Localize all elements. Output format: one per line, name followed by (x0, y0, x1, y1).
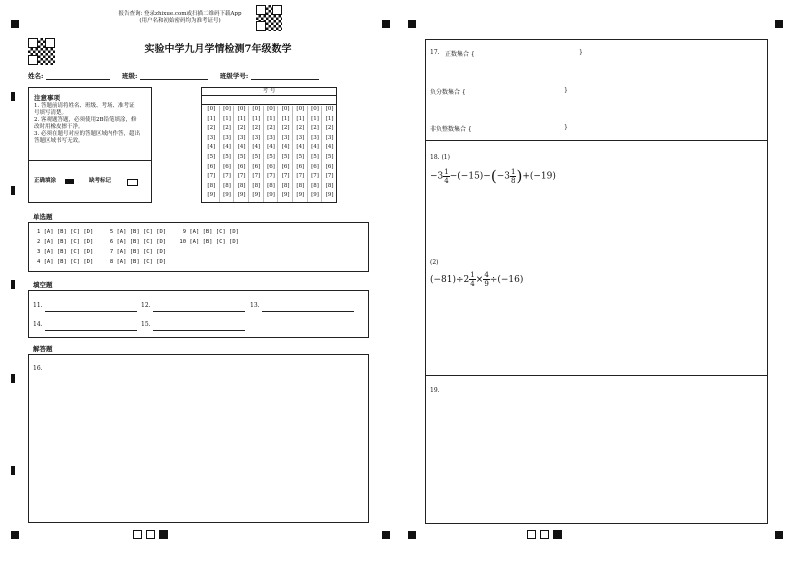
q17-label: 17. (430, 49, 440, 56)
exam-number-bubble[interactable]: [6] (296, 163, 305, 170)
notes-item: 3. 必须在题号对应的答题区域内作答，超出 (34, 131, 140, 137)
positive-set-label: 正数集合 { (445, 51, 475, 58)
report-notice (110, 11, 250, 25)
correct-fill-label: 正确填涂 (34, 178, 57, 184)
exam-number-bubble[interactable]: [2] (311, 125, 319, 132)
notes-item: 1. 答题前请将姓名、班级、考场、准考证 (34, 103, 135, 109)
exam-number-bubble[interactable]: [0] (223, 106, 231, 112)
timing-mark (775, 531, 783, 539)
exam-number-bubble[interactable]: [5] (252, 153, 261, 160)
timing-mark (11, 20, 19, 28)
fraction: $\frac{4}{9}$ (484, 271, 489, 288)
exam-number-bubble[interactable]: [4] (311, 144, 319, 151)
notes-item: 号填写清楚。 (34, 110, 68, 116)
exam-number-column (321, 106, 337, 202)
exam-number-header: 考 号 (202, 88, 336, 96)
exam-number-bubble[interactable]: [0] (281, 106, 290, 112)
notes-item: 2. 客观题答题，必须使用2B铅笔填涂，修 (34, 117, 137, 123)
exam-number-bubble[interactable]: [1] (296, 115, 305, 122)
exam-number-bubble[interactable]: [4] (237, 144, 246, 151)
exam-number-bubble[interactable]: [6] (267, 163, 275, 170)
negative-set-label: 负分数集合 { (430, 89, 466, 96)
negative-set-close: } (564, 87, 568, 94)
exam-number-bubble[interactable]: [5] (237, 153, 246, 160)
timing-mark (408, 531, 416, 539)
exam-number-bubble[interactable]: [9] (296, 192, 305, 199)
qr-code-icon (256, 5, 282, 31)
q15-label: 15. (141, 321, 151, 328)
expr-term: −(−15)− (449, 171, 491, 182)
exam-number-bubble[interactable]: [3] (207, 134, 216, 141)
page-title: 实验中学九月学情检测7年级数学 (144, 44, 292, 55)
exam-number-column (307, 106, 323, 202)
timing-mark (408, 20, 416, 28)
exam-number-bubble[interactable]: [7] (311, 173, 319, 180)
exam-number-bubble[interactable]: [8] (296, 182, 305, 189)
mc-row[interactable]: 1 [A] [B] [C] [D] 5 [A] [B] [C] [D] 9 [A] [B] [C] [D] (37, 229, 239, 235)
exam-number-bubble[interactable]: [5] (281, 153, 290, 160)
positive-set-close: } (579, 49, 583, 56)
nonneg-int-set-close: } (564, 124, 568, 131)
exam-number-bubble[interactable]: [8] (237, 182, 246, 189)
exam-number-bubble[interactable]: [0] (207, 106, 216, 112)
exam-number-bubble[interactable]: [6] (281, 163, 290, 170)
notes-item: 改时用橡皮擦干净。 (34, 124, 84, 130)
mc-row[interactable]: 4 [A] [B] [C] [D] 8 [A] [B] [C] [D] (37, 259, 167, 265)
fill-answer-box (28, 290, 369, 338)
exam-number-bubble[interactable]: [1] (311, 115, 319, 122)
exam-number-bubble[interactable]: [9] (311, 192, 319, 199)
exam-number-bubble[interactable]: [7] (252, 173, 261, 180)
exam-number-bubble[interactable]: [8] (311, 182, 319, 189)
name-field[interactable] (46, 71, 110, 80)
exam-number-bubble[interactable]: [7] (207, 173, 216, 180)
exam-number-bubble[interactable]: [1] (281, 115, 290, 122)
exam-number-bubble[interactable]: [8] (281, 182, 290, 189)
q15-answer-line[interactable] (153, 329, 245, 331)
exam-number-bubble[interactable]: [4] (207, 144, 216, 151)
exam-number-bubble[interactable]: [0] (252, 106, 261, 112)
exam-number-bubble[interactable]: [2] (223, 125, 231, 132)
notes-title: 注意事项 (34, 94, 60, 102)
q12-answer-line[interactable] (153, 310, 245, 312)
timing-mark (11, 374, 15, 383)
mc-row[interactable]: 2 [A] [B] [C] [D] 6 [A] [B] [C] [D] 10 [A] [B] [C] [D] (37, 239, 239, 245)
nonneg-int-set-label: 非负整数集合 { (430, 126, 472, 133)
exam-number-bubble[interactable]: [2] (252, 125, 261, 132)
mc-row[interactable]: 3 [A] [B] [C] [D] 7 [A] [B] [C] [D] (37, 249, 167, 255)
name-label: 姓名: (28, 72, 44, 80)
exam-number-columns (202, 106, 336, 202)
exam-number-column (204, 106, 219, 202)
q18-expression-1: −3 $\frac{1}{4}$ −(−15)−(−3 $\frac{1}{8}$ )+(−19) (430, 167, 556, 185)
exam-number-bubble[interactable]: [0] (311, 106, 319, 112)
exam-number-column (292, 106, 308, 202)
page-id-mark (553, 530, 562, 539)
student-number-field[interactable] (251, 71, 319, 80)
notes-item: 答题区域书写无效。 (34, 138, 84, 144)
student-info (28, 71, 319, 80)
q17-answer-box[interactable] (425, 39, 768, 141)
exam-number-bubble[interactable]: [5] (223, 153, 231, 160)
q12-label: 12. (141, 302, 151, 309)
q18-answer-box[interactable] (425, 140, 768, 376)
expr-term: +(−19) (522, 171, 556, 182)
q19-answer-box[interactable] (425, 375, 768, 524)
exam-number-bubble[interactable]: [6] (223, 163, 231, 170)
report-notice-line1: 报告查询: 登录zhixue.com或扫描二维码下载App (118, 11, 242, 17)
exam-number-bubble[interactable]: [4] (267, 144, 275, 151)
exam-number-bubble[interactable]: [9] (267, 192, 275, 199)
timing-mark (11, 280, 15, 289)
exam-number-write-row (202, 96, 336, 105)
mc-section-title: 单选题 (33, 213, 53, 221)
notes-list (34, 103, 148, 145)
exam-number-bubble[interactable]: [3] (311, 134, 319, 141)
timing-mark (382, 531, 390, 539)
exam-number-bubble[interactable]: [1] (325, 115, 334, 122)
exam-number-bubble[interactable]: [9] (325, 192, 334, 199)
fill-section-title: 填空题 (33, 281, 53, 289)
qr-code-icon (28, 38, 55, 65)
student-number-label: 班级学号: (219, 72, 249, 80)
expr-term: ÷(−16) (489, 275, 524, 285)
exam-number-bubble[interactable]: [6] (207, 163, 216, 170)
exam-number-bubble[interactable]: [3] (237, 134, 246, 141)
timing-mark (11, 92, 15, 101)
exam-number-bubble[interactable]: [4] (296, 144, 305, 151)
exam-number-bubble[interactable]: [4] (325, 144, 334, 151)
absent-mark-label: 缺考标记 (89, 178, 112, 184)
report-notice-line2: (用户名和初始密码均为准考证号) (139, 18, 221, 24)
expr-term: × (475, 275, 484, 285)
exam-number-bubble[interactable]: [6] (252, 163, 261, 170)
exam-number-bubble[interactable]: [7] (223, 173, 231, 180)
exam-number-bubble[interactable]: [3] (223, 134, 231, 141)
notes-divider (29, 160, 151, 161)
exam-number-bubble[interactable]: [7] (237, 173, 246, 180)
timing-mark (11, 531, 19, 539)
page-id-mark (133, 530, 142, 539)
exam-number-column (277, 106, 293, 202)
expr-term: −3 (430, 171, 444, 182)
q16-answer-box[interactable] (28, 354, 369, 523)
exam-number-bubble[interactable]: [2] (296, 125, 305, 132)
exam-number-bubble[interactable]: [1] (267, 115, 275, 122)
exam-number-bubble[interactable]: [1] (223, 115, 231, 122)
exam-number-bubble[interactable]: [5] (207, 153, 216, 160)
correct-fill-sample (65, 179, 74, 184)
exam-number-bubble[interactable]: [7] (325, 173, 334, 180)
exam-number-bubble[interactable]: [5] (325, 153, 334, 160)
exam-number-bubble[interactable]: [7] (281, 173, 290, 180)
exam-number-bubble[interactable]: [0] (267, 106, 275, 112)
q11-label: 11. (33, 302, 43, 309)
notes-box (28, 87, 152, 203)
exam-number-bubble[interactable]: [8] (252, 182, 261, 189)
q13-label: 13. (250, 302, 260, 309)
fraction: $\frac{1}{8}$ (511, 167, 516, 185)
fraction: $\frac{1}{4}$ (470, 271, 475, 288)
exam-number-bubble[interactable]: [1] (237, 115, 246, 122)
page-id-mark (540, 530, 549, 539)
exam-number-bubble[interactable]: [9] (207, 192, 216, 199)
q18-expression-2 (430, 271, 523, 288)
expr-term: −3 (496, 171, 510, 182)
exam-number-bubble[interactable]: [8] (207, 182, 216, 189)
exam-number-bubble[interactable]: [2] (207, 125, 216, 132)
exam-number-bubble[interactable]: [5] (311, 153, 319, 160)
page-id-mark (527, 530, 536, 539)
exam-number-column (248, 106, 264, 202)
exam-number-bubble[interactable]: [7] (267, 173, 275, 180)
q19-label: 19. (430, 387, 440, 394)
absent-mark-box[interactable] (127, 179, 138, 186)
exam-number-grid (201, 87, 337, 203)
exam-number-bubble[interactable]: [9] (281, 192, 290, 199)
exam-number-bubble[interactable]: [2] (237, 125, 246, 132)
page-id-mark (159, 530, 168, 539)
exam-number-bubble[interactable]: [3] (252, 134, 261, 141)
expr-term: (−81)÷2 (430, 275, 470, 285)
timing-mark (11, 466, 15, 475)
exam-number-bubble[interactable]: [9] (223, 192, 231, 199)
exam-number-bubble[interactable]: [0] (296, 106, 305, 112)
exam-number-bubble[interactable]: [4] (252, 144, 261, 151)
exam-number-bubble[interactable]: [4] (281, 144, 290, 151)
q16-label: 16. (33, 365, 43, 372)
exam-number-bubble[interactable]: [8] (267, 182, 275, 189)
fraction: $\frac{1}{4}$ (444, 167, 449, 185)
exam-number-bubble[interactable]: [6] (325, 163, 334, 170)
class-label: 班级: (121, 72, 138, 80)
exam-number-column (233, 106, 249, 202)
exam-number-bubble[interactable]: [5] (296, 153, 305, 160)
exam-number-bubble[interactable]: [6] (237, 163, 246, 170)
exam-number-bubble[interactable]: [2] (267, 125, 275, 132)
exam-number-bubble[interactable]: [2] (281, 125, 290, 132)
exam-number-bubble[interactable]: [7] (296, 173, 305, 180)
exam-number-bubble[interactable]: [4] (223, 144, 231, 151)
mc-answer-box (28, 222, 369, 272)
exam-number-bubble[interactable]: [0] (237, 106, 246, 112)
exam-number-column (263, 106, 279, 202)
timing-mark (382, 20, 390, 28)
exam-number-column (219, 106, 235, 202)
exam-number-bubble[interactable]: [1] (207, 115, 216, 122)
exam-number-bubble[interactable]: [1] (252, 115, 261, 122)
exam-number-bubble[interactable]: [9] (252, 192, 261, 199)
q13-answer-line[interactable] (262, 310, 354, 312)
exam-number-bubble[interactable]: [6] (311, 163, 319, 170)
timing-mark (11, 186, 15, 195)
answer-section-title: 解答题 (33, 345, 53, 353)
exam-number-bubble[interactable]: [9] (237, 192, 246, 199)
exam-number-bubble[interactable]: [2] (325, 125, 334, 132)
timing-mark (775, 20, 783, 28)
exam-number-bubble[interactable]: [3] (296, 134, 305, 141)
exam-number-bubble[interactable]: [3] (267, 134, 275, 141)
class-field[interactable] (140, 71, 208, 80)
exam-number-bubble[interactable]: [0] (325, 106, 334, 112)
q14-label: 14. (33, 321, 43, 328)
q18-part2-label: (2) (430, 259, 439, 266)
exam-number-bubble[interactable]: [3] (281, 134, 290, 141)
page-id-mark (146, 530, 155, 539)
exam-number-bubble[interactable]: [5] (267, 153, 275, 160)
q11-answer-line[interactable] (45, 310, 137, 312)
q14-answer-line[interactable] (45, 329, 137, 331)
exam-number-bubble[interactable]: [3] (325, 134, 334, 141)
exam-number-bubble[interactable]: [8] (325, 182, 334, 189)
exam-number-bubble[interactable]: [8] (223, 182, 231, 189)
q18-part1-label: 18. (1) (430, 154, 450, 161)
